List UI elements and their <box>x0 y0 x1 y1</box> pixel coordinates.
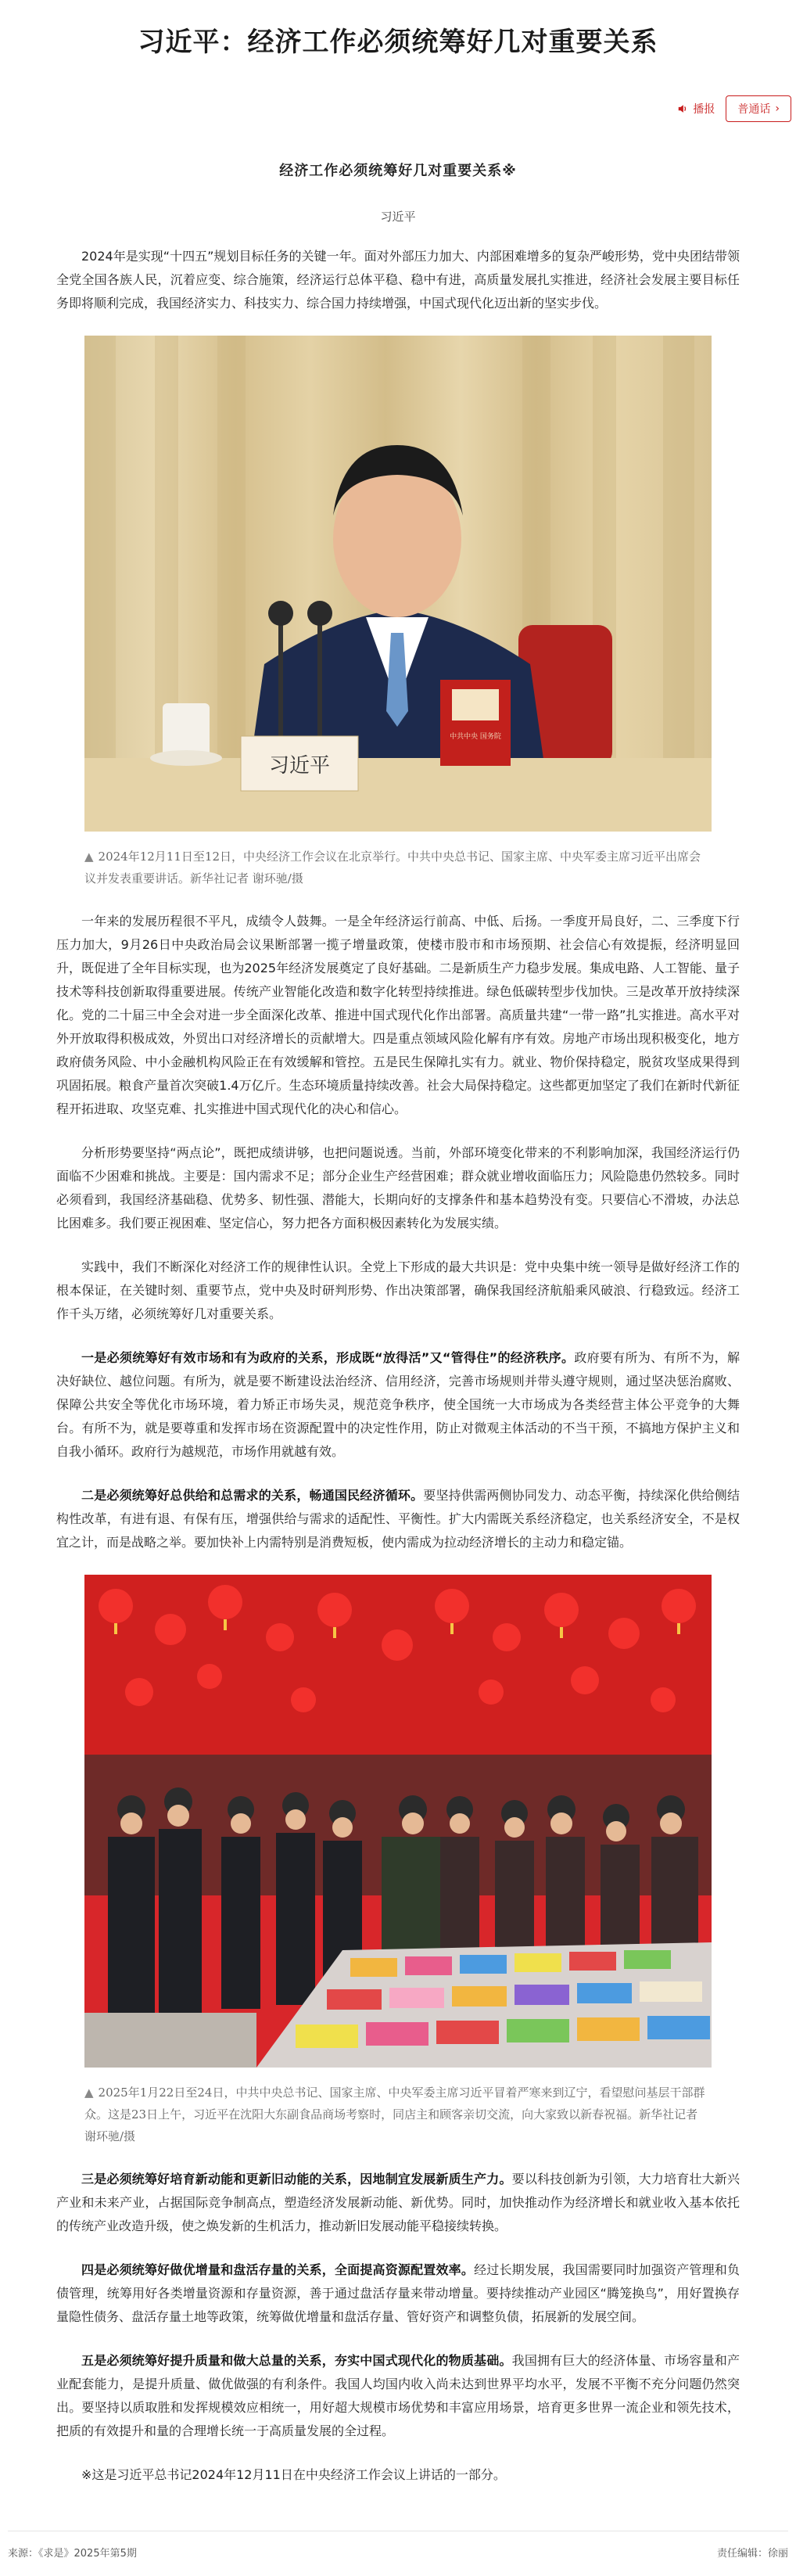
paragraph-6-body: 要坚持供需两侧协同发力、动态平衡，持续深化供给侧结构性改革，有进有退、有保有压，增强供给与需求的适配性、平衡性。扩大内需既关系经济稳定，也关系经济安全，不是权宜之计，而是战略之举。要加快补上内需特别是消费短板，使内需成为拉动经济增长的主动力和稳定锚。 <box>56 1488 740 1550</box>
bottom-spacer <box>56 2565 740 2576</box>
paragraph-6-lead: 二是必须统筹好总供给和总需求的关系，畅通国民经济循环。 <box>81 1488 424 1503</box>
paragraph-9-lead: 五是必须统筹好提升质量和做大总量的关系，夯实中国式现代化的物质基础。 <box>81 2353 512 2368</box>
photo-caption-2 <box>84 2082 712 2147</box>
chevron-right-icon: › <box>775 102 780 115</box>
photo-figure-2 <box>84 1575 712 2147</box>
paragraph-1: 2024年是实现“十四五”规划目标任务的关键一年。面对外部压力加大、内部困难增多的复杂严峻形势，党中央团结带领全党全国各族人民，沉着应变、综合施策，经济运行总体平稳、稳中有进，高质量发展扎实推进，经济社会发展主要目标任务即将顺利完成，我国经济实力、科技实力、综合国力持续增强，中国式现代化迈出新的坚实步伐。 <box>56 249 740 311</box>
nameplate-text: 习近平 <box>268 754 331 778</box>
speaker-icon <box>677 103 688 114</box>
paragraph-9-body: 我国拥有巨大的经济体量、市场容量和产业配套能力，是提升质量、做优做强的有利条件。我国人均国内收入尚未达到世界平均水平，发展不平衡不充分问题仍然突出。要坚持以质取胜和发挥规模效应相统一，用好超大规模市场优势和丰富应用场景，培育更多世界一流企业和领先技术，把质的有效提升和量的合理增长统一于高质量发展的全过程。 <box>56 2353 740 2438</box>
paragraph-8-lead: 四是必须统筹好做优增量和盘活存量的关系，全面提高资源配置效率。 <box>81 2262 475 2277</box>
paragraph-5 <box>56 1346 740 1464</box>
editor-label: 责任编辑：徐丽 <box>716 2548 788 2560</box>
paragraph-8-body: 经过长期发展，我国需要同时加强资产管理和负债管理，统筹用好各类增量资源和存量资源，善于通过盘活存量来带动增量。要持续推动产业园区“腾笼换鸟”，用好置换存量隐性债务、盘活存量土地等政策，统筹做优增量和盘活存量、管好资产和调整负债，拓展新的发展空间。 <box>56 2262 740 2324</box>
triangle-up-icon: ▲ <box>84 2086 94 2100</box>
play-audio-button[interactable] <box>677 101 715 117</box>
market-visit-photo <box>84 1575 712 2068</box>
paragraph-9 <box>56 2349 740 2443</box>
paragraph-8 <box>56 2258 740 2329</box>
photo-caption-2-text: 2025年1月22日至24日，中共中央总书记、国家主席、中央军委主席习近平冒着严寒来到辽宁，看望慰问基层干部群众。这是23日上午，习近平在沈阳大东副食品商场考察时，同店主和顾客亲切交流，向大家致以新春祝福。新华社记者 谢环驰/摄 <box>84 2086 705 2143</box>
page-headline: 习近平：经济工作必须统筹好几对重要关系 <box>138 27 658 58</box>
paragraph-4: 实践中，我们不断深化对经济工作的规律性认识。全党上下形成的最大共识是：党中央集中统一领导是做好经济工作的根本保证，在关键时刻、重要节点，党中央及时研判形势、作出决策部署，确保我国经济航船乘风破浪、行稳致远。经济工作千头万绪，必须统筹好几对重要关系。 <box>56 1259 740 1321</box>
source-label: 来源：《求是》2025年第5期 <box>8 2548 137 2560</box>
market-visit-photo-illustration <box>84 1575 712 2068</box>
conference-photo <box>84 336 712 832</box>
paragraph-5-lead: 一是必须统筹好有效市场和有为政府的关系，形成既“放得活”又“管得住”的经济秩序。 <box>81 1350 575 1365</box>
article-toolbar <box>56 91 791 127</box>
paragraph-5-body: 政府要有所为、有所不为，解决好缺位、越位问题。有所为，就是要不断建设法治经济、信用经济，完善市场规则并带头遵守规则，通过坚决惩治腐败、保障公共安全等优化市场环境，着力矫正市场失灵，规范竞争秩序，使全国统一大市场成为各类经营主体公平竞争的大舞台。有所不为，就是要尊重和发挥市场在资源配置中的决定性作用，防止对微观主体活动的不当干预，不搞地方保护主义和自我小循环。政府行为越规范，市场作用就越有效。 <box>56 1350 740 1459</box>
article-footer <box>8 2531 788 2565</box>
article-title: 经济工作必须统筹好几对重要关系※ <box>279 163 517 179</box>
photo-caption-1 <box>84 846 712 889</box>
triangle-up-icon: ▲ <box>84 850 94 864</box>
conference-photo-illustration <box>84 336 712 832</box>
photo-figure-1 <box>84 336 712 889</box>
paragraph-7 <box>56 2168 740 2238</box>
footnote: ※这是习近平总书记2024年12月11日在中央经济工作会议上讲话的一部分。 <box>81 2467 506 2482</box>
paragraph-6 <box>56 1484 740 1554</box>
photo-caption-1-text: 2024年12月11日至12日，中央经济工作会议在北京举行。中共中央总书记、国家主席、中央军委主席习近平出席会议并发表重要讲话。新华社记者 谢环驰/摄 <box>84 850 701 886</box>
article-author: 习近平 <box>380 210 416 224</box>
play-audio-label: 播报 <box>693 103 715 116</box>
voice-language-button[interactable] <box>726 95 791 122</box>
desk-card-text: 中共中央 国务院 <box>450 733 501 741</box>
paragraph-2: 一年来的发展历程很不平凡，成绩令人鼓舞。一是全年经济运行前高、中低、后扬。一季度开局良好，二、三季度下行压力加大，9月26日中央政治局会议果断部署一揽子增量政策，使楼市股市和市场预期、社会信心有效提振，经济明显回升，既促进了全年目标实现，也为2025年经济发展奠定了良好基础。二是新质生产力稳步发展。集成电路、人工智能、量子技术等科技创新取得重要进展。传统产业智能化改造和数字化转型持续推进。绿色低碳转型步伐加快。三是改革开放持续深化。党的二十届三中全会对进一步全面深化改革、推进中国式现代化作出部署。高质量共建“一带一路”扎实推进。高水平对外开放取得积极成效，外贸出口对经济增长的贡献增大。四是重点领域风险化解有序有效。房地产市场出现积极变化，地方政府债务风险、中小金融机构风险正在有效缓解和管控。五是民生保障扎实有力。就业、物价保持稳定，脱贫攻坚成果得到巩固拓展。粮食产量首次突破1.4万亿斤。生态环境质量持续改善。社会大局保持稳定。这些都更加坚定了我们在新时代新征程开拓进取、攻坚克难、扎实推进中国式现代化的决心和信心。 <box>56 914 740 1116</box>
paragraph-7-body: 要以科技创新为引领，大力培育壮大新兴产业和未来产业，占据国际竞争制高点，塑造经济发展新动能、新优势。同时，加快推动作为经济增长和就业收入基本依托的传统产业改造升级，使之焕发新的生机活力，推动新旧发展动能平稳接续转换。 <box>56 2172 740 2233</box>
paragraph-7-lead: 三是必须统筹好培育新动能和更新旧动能的关系，因地制宜发展新质生产力。 <box>81 2172 512 2186</box>
paragraph-3: 分析形势要坚持“两点论”，既把成绩讲够，也把问题说透。当前，外部环境变化带来的不利影响加深，我国经济运行仍面临不少困难和挑战。主要是：国内需求不足；部分企业生产经营困难；群众就业增收面临压力；风险隐患仍然较多。同时必须看到，我国经济基础稳、优势多、韧性强、潜能大，长期向好的支撑条件和基本趋势没有变。只要信心不滑坡，办法总比困难多。我们要正视困难、坚定信心，努力把各方面积极因素转化为发展实绩。 <box>56 1145 740 1231</box>
voice-language-label: 普通话 <box>737 103 771 116</box>
